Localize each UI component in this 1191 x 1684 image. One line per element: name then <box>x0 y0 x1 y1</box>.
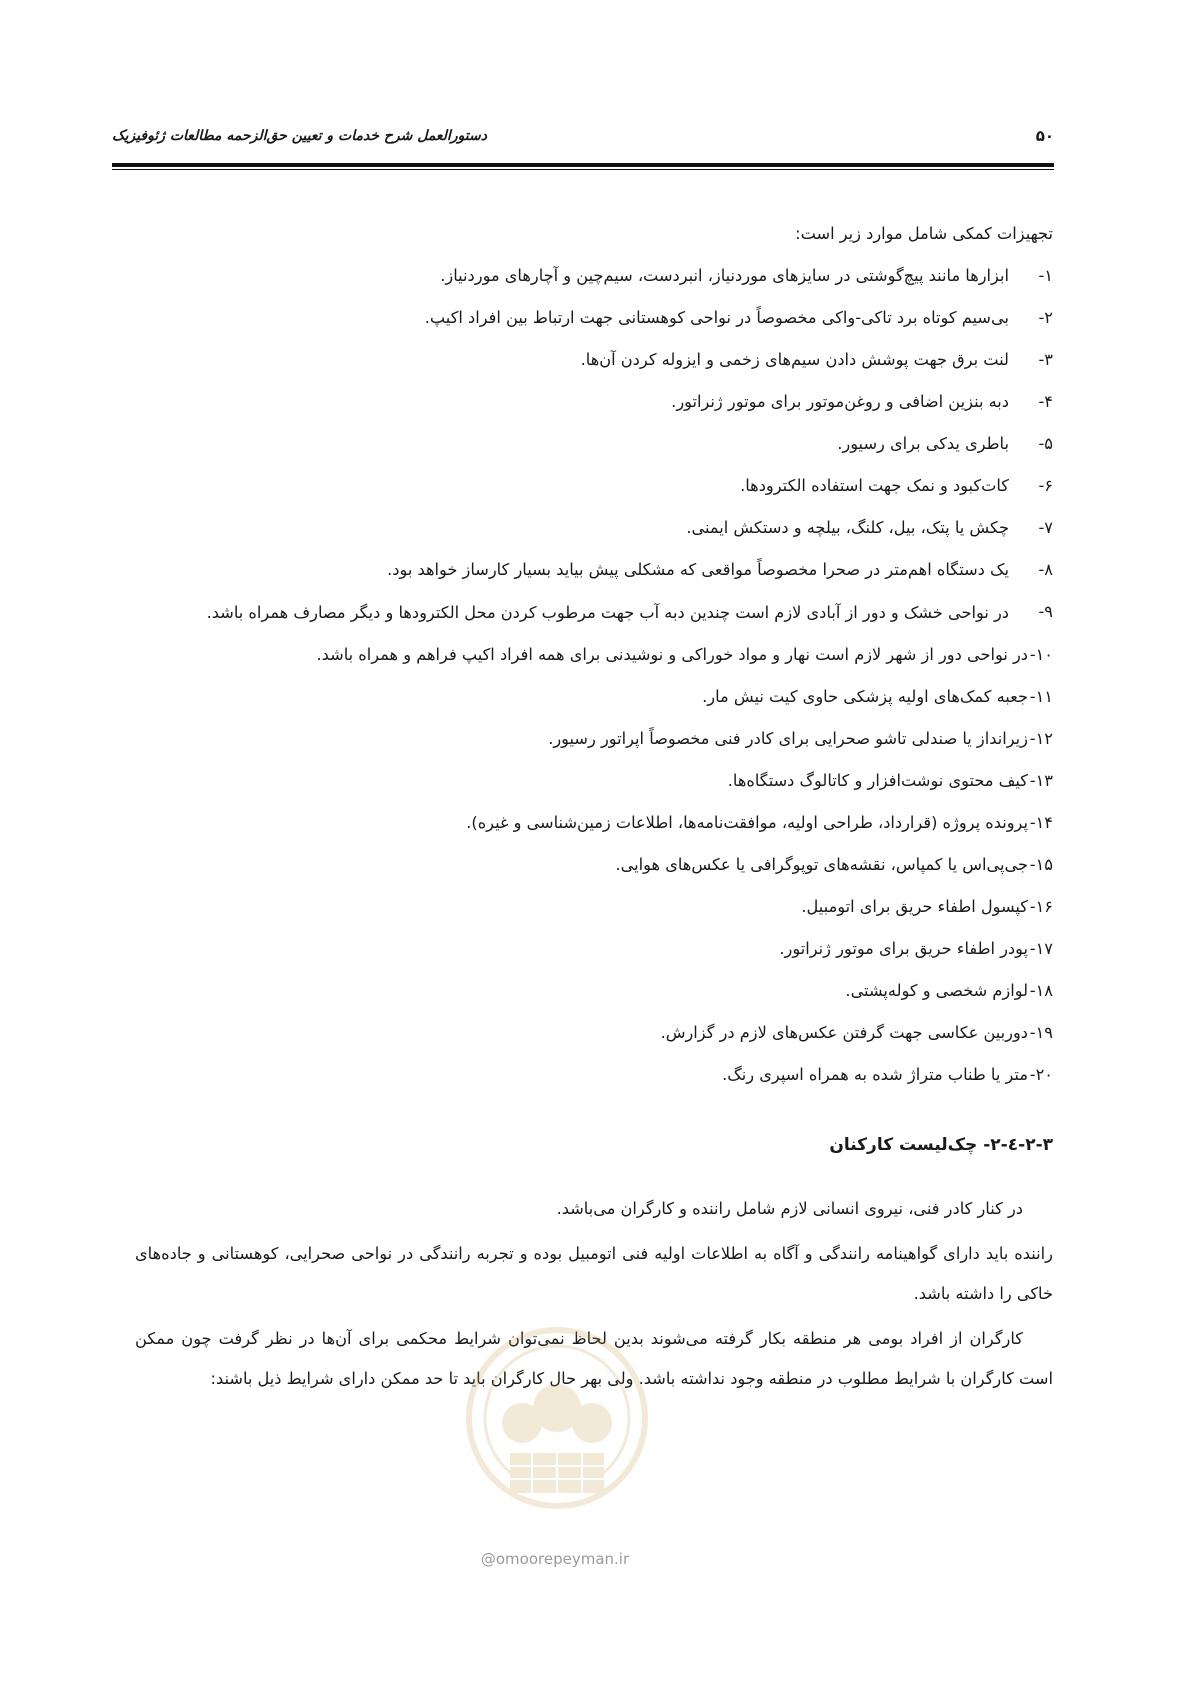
paragraph: در کنار کادر فنی، نیروی انسانی لازم شامل راننده و کارگران می‌باشد. <box>556 1199 1023 1219</box>
list-item <box>135 676 1053 718</box>
item-text: پرونده پروژه (قرارداد، طراحی اولیه، موافقت‌نامه‌ها، اطلاعات زمین‌شناسی و غیره). <box>466 813 1028 832</box>
list-item <box>135 1054 1053 1096</box>
list-item <box>135 549 1053 591</box>
item-text: باطری یدکی برای رسیور. <box>837 434 1009 453</box>
item-text: در نواحی خشک و دور از آبادی لازم است چندین دبه آب جهت مرطوب کردن محل الکترودها و دیگر مصارف همراه باشد. <box>206 603 1009 622</box>
item-text: کیف محتوی نوشت‌افزار و کاتالوگ دستگاه‌ها. <box>727 771 1028 790</box>
item-text: زیرانداز یا صندلی تاشو صحرایی برای کادر فنی مخصوصاً اپراتور رسیور. <box>548 729 1028 748</box>
item-text: کپسول اطفاء حریق برای اتومبیل. <box>801 897 1028 916</box>
list-item <box>135 591 1053 634</box>
page-number: ۵۰ <box>1035 127 1054 145</box>
list-item <box>135 465 1053 507</box>
paragraph: راننده باید دارای گواهینامه رانندگی و آگاه به اطلاعات اولیه فنی اتومبیل بوده و تجربه رانندگی در نواحی صحرایی، کوهستانی و جاده‌های خاکی را داشته باشد. <box>135 1244 1053 1304</box>
item-number: ۳- <box>1038 350 1053 369</box>
header-rule-thin <box>112 169 1054 170</box>
item-number: ۹- <box>1038 602 1053 621</box>
list-item <box>135 255 1053 297</box>
header-rule-thick <box>112 163 1054 167</box>
item-number: ۲۰- <box>1029 1065 1053 1084</box>
item-number: ۱۱- <box>1029 687 1053 706</box>
list-item <box>135 802 1053 844</box>
running-title: دستورالعمل شرح خدمات و تعیین حق‌الزحمه مطالعات ژئوفیزیک <box>112 128 487 144</box>
list-item <box>135 718 1053 760</box>
item-text: ابزارها مانند پیچ‌گوشتی در سایزهای موردنیاز، انبردست، سیم‌چین و آچارهای موردنیاز. <box>440 266 1009 285</box>
list-item <box>135 381 1053 423</box>
item-number: ۱۵- <box>1029 855 1053 874</box>
item-number: ۱۶- <box>1029 897 1053 916</box>
item-number: ۱۸- <box>1029 981 1053 1000</box>
list-item <box>135 886 1053 928</box>
list-item <box>135 423 1053 465</box>
list-item <box>135 634 1053 676</box>
item-text: چکش یا پتک، بیل، کلنگ، بیلچه و دستکش ایمنی. <box>686 518 1009 537</box>
item-number: ۱۰- <box>1029 645 1053 664</box>
list-item <box>135 507 1053 549</box>
page-header <box>112 124 1054 148</box>
item-text: جی‌پی‌اس یا کمپاس، نقشه‌های توپوگرافی یا عکس‌های هوایی. <box>615 855 1028 874</box>
item-number: ۲- <box>1038 308 1053 327</box>
list-item <box>135 844 1053 886</box>
item-number: ۱۲- <box>1029 729 1053 748</box>
list-item <box>135 1012 1053 1054</box>
equipment-list <box>135 255 1053 1096</box>
list-item <box>135 928 1053 970</box>
item-text: لنت برق جهت پوشش دادن سیم‌های زخمی و ایزوله کردن آن‌ها. <box>580 350 1009 369</box>
item-text: دبه بنزین اضافی و روغن‌موتور برای موتور ژنراتور. <box>671 392 1009 411</box>
item-number: ۸- <box>1038 560 1053 579</box>
paragraph: کارگران از افراد بومی هر منطقه بکار گرفته می‌شوند بدین لحاظ نمی‌توان شرایط محکمی برای آن‌ها در نظر گرفت چون ممکن است کارگران با شرایط مطلوب در منطقه وجود نداشته باشد. ولی بهر حال کارگران باید تا حد ممکن دارای شرایط ذیل باشند: <box>135 1329 1053 1389</box>
item-number: ۱۹- <box>1029 1023 1053 1042</box>
list-item <box>135 970 1053 1012</box>
item-number: ۱- <box>1038 266 1053 285</box>
item-number: ۷- <box>1038 518 1053 537</box>
item-number: ۶- <box>1038 476 1053 495</box>
item-text: در نواحی دور از شهر لازم است نهار و مواد خوراکی و نوشیدنی برای همه افراد اکیپ فراهم و همراه باشد. <box>316 645 1028 664</box>
watermark-site: @omoorepeyman.ir <box>480 1550 630 1568</box>
item-text: لوازم شخصی و کوله‌پشتی. <box>845 981 1028 1000</box>
item-text: متر یا طناب متراژ شده به همراه اسپری رنگ. <box>722 1065 1028 1084</box>
item-number: ۴- <box>1038 392 1053 411</box>
item-text: دوربین عکاسی جهت گرفتن عکس‌های لازم در گزارش. <box>660 1023 1028 1042</box>
item-text: بی‌سیم کوتاه برد تاکی-واکی مخصوصاً در نواحی کوهستانی جهت ارتباط بین افراد اکیپ. <box>424 308 1009 327</box>
equipment-list-section <box>135 213 1053 1096</box>
list-item <box>135 339 1053 381</box>
item-number: ۱۴- <box>1029 813 1053 832</box>
item-number: ۱۳- <box>1029 771 1053 790</box>
item-text: جعبه کمک‌های اولیه پزشکی حاوی کیت نیش مار. <box>702 687 1028 706</box>
list-item <box>135 297 1053 339</box>
section-heading: ۲-۳-٤-۲- چک‌لیست کارکنان <box>829 1135 1053 1155</box>
list-item <box>135 760 1053 802</box>
item-text: کات‌کبود و نمک جهت استفاده الکترودها. <box>740 476 1009 495</box>
item-text: پودر اطفاء حریق برای موتور ژنراتور. <box>779 939 1028 958</box>
item-text: یک دستگاه اهم‌متر در صحرا مخصوصاً مواقعی که مشکلی پیش بیاید بسیار کارساز خواهد بود. <box>387 560 1009 579</box>
item-number: ۵- <box>1038 434 1053 453</box>
list-intro: تجهیزات کمکی شامل موارد زیر است: <box>795 224 1053 243</box>
item-number: ۱۷- <box>1029 939 1053 958</box>
